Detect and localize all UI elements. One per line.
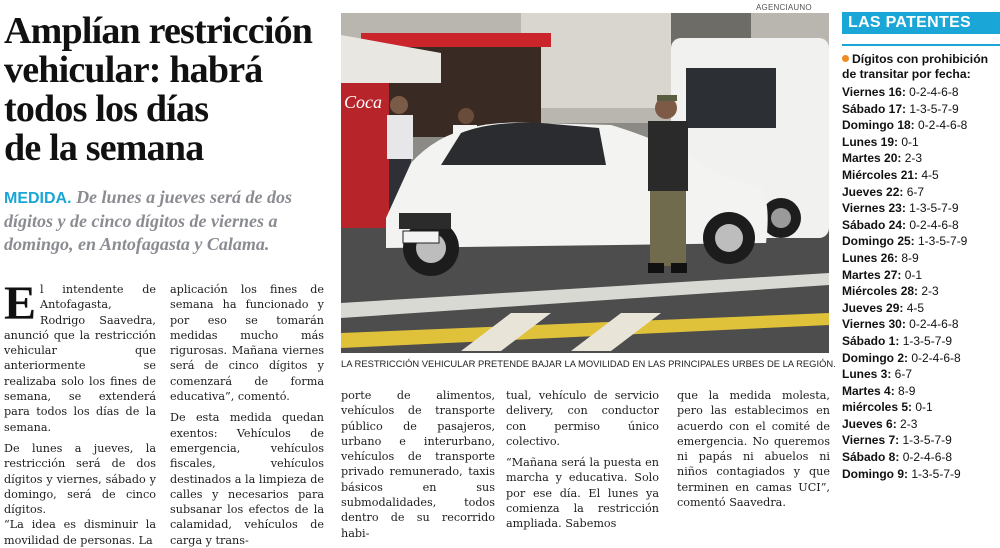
- restriction-digits: 6-7: [903, 184, 925, 199]
- restriction-row: [842, 101, 1000, 118]
- restriction-digits: 0-1: [898, 134, 919, 149]
- restriction-day: Martes 27:: [842, 267, 902, 282]
- sidebar-las-patentes: [842, 12, 1000, 482]
- restriction-row: [842, 167, 1000, 184]
- restriction-digits: 0-2-4-6-8: [905, 85, 959, 99]
- restriction-day: Sábado 8:: [842, 450, 900, 465]
- restriction-day: Domingo 2:: [842, 350, 908, 365]
- restriction-day: Domingo 9:: [842, 466, 908, 481]
- dek-kicker: MEDIDA.: [4, 190, 72, 207]
- headline-line-4: de la semana: [4, 127, 204, 169]
- restriction-day: Sábado 1:: [842, 333, 900, 348]
- body-column-3: [341, 388, 495, 541]
- restriction-digits: 4-5: [903, 300, 925, 315]
- restriction-row: [842, 350, 1000, 367]
- news-photo: [341, 13, 829, 353]
- restriction-digits: 1-3-5-7-9: [908, 466, 961, 481]
- paragraph: tual, vehículo de servicio delivery, con conductor con permiso único colectivo.: [506, 389, 659, 448]
- photo-caption: LA RESTRICCIÓN VEHICULAR PRETENDE BAJAR LA MOVILIDAD EN LAS PRINCIPALES URBES DE LA REGIÓN.: [341, 358, 836, 369]
- paragraph-text: l intendente de Antofagasta, Rodrigo Saavedra, anunció que la restricción vehicular que anteriormente se realizaba solo los fines de semana, se extenderá para todos los días de la semana.: [4, 283, 156, 434]
- restriction-row: [842, 316, 1000, 333]
- restriction-row: [842, 84, 1000, 101]
- restriction-row: [842, 233, 1000, 250]
- restriction-list: [842, 84, 1000, 482]
- restriction-day: Domingo 25:: [842, 234, 915, 249]
- sidebar-title: LAS PATENTES: [842, 12, 1000, 34]
- restriction-digits: 0-2-4-6-8: [906, 217, 959, 232]
- paragraph: [4, 277, 156, 435]
- restriction-digits: 0-2-4-6-8: [905, 317, 959, 332]
- restriction-row: [842, 250, 1000, 267]
- restriction-digits: 1-3-5-7-9: [899, 433, 952, 448]
- restriction-row: [842, 333, 1000, 350]
- restriction-row: [842, 300, 1000, 317]
- street-scene-illustration: [341, 13, 829, 353]
- restriction-row: [842, 200, 1000, 217]
- drop-cap: E: [4, 277, 37, 330]
- sidebar-divider: [842, 44, 1000, 46]
- restriction-digits: 8-9: [898, 250, 919, 265]
- restriction-digits: 0-2-4-6-8: [899, 450, 953, 465]
- restriction-day: Lunes 26:: [842, 250, 899, 265]
- sidebar-intro-text: Dígitos con prohibición de transitar por fecha:: [842, 52, 989, 81]
- restriction-digits: 2-3: [896, 416, 918, 431]
- restriction-digits: 1-3-5-7-9: [914, 234, 968, 249]
- restriction-digits: 0-1: [912, 400, 933, 415]
- headline: [4, 12, 334, 168]
- restriction-day: Jueves 29:: [842, 300, 904, 315]
- restriction-day: Lunes 3:: [842, 367, 892, 382]
- headline-line-3: todos los días: [4, 88, 209, 130]
- body-column-4: [506, 388, 659, 532]
- paragraph: “La idea es disminuir la movilidad de personas. La: [4, 518, 156, 547]
- restriction-row: [842, 399, 1000, 416]
- restriction-digits: 8-9: [894, 383, 916, 398]
- restriction-row: [842, 283, 1000, 300]
- restriction-digits: 0-1: [901, 267, 923, 282]
- paragraph: De esta medida quedan exentos: Vehículos de emergencia, vehículos fiscales, vehículos destinados a la limpieza de calles y necesarios para subsanar los efectos de la calamidad, vehículos de carga y trans-: [170, 411, 324, 547]
- restriction-day: Viernes 16:: [842, 85, 906, 99]
- restriction-digits: 0-2-4-6-8: [908, 350, 961, 365]
- restriction-row: [842, 432, 1000, 449]
- restriction-digits: 1-3-5-7-9: [905, 201, 959, 216]
- restriction-row: [842, 217, 1000, 234]
- restriction-row: [842, 150, 1000, 167]
- restriction-day: Martes 4:: [842, 383, 895, 398]
- restriction-row: [842, 466, 1000, 483]
- restriction-digits: 0-2-4-6-8: [914, 118, 968, 133]
- svg-text:Coca: Coca: [344, 92, 382, 112]
- photo-credit: AGENCIAUNO: [756, 3, 812, 12]
- restriction-day: Sábado 24:: [842, 217, 907, 232]
- restriction-day: Viernes 30:: [842, 317, 906, 332]
- dek: [4, 186, 336, 256]
- restriction-row: [842, 383, 1000, 400]
- restriction-row: [842, 117, 1000, 134]
- restriction-day: Sábado 17:: [842, 101, 907, 116]
- body-column-5: [677, 388, 830, 510]
- restriction-day: Jueves 22:: [842, 184, 904, 199]
- restriction-day: Miércoles 21:: [842, 167, 919, 182]
- body-column-1: [4, 277, 156, 548]
- restriction-digits: 2-3: [918, 284, 939, 299]
- paragraph: “Mañana será la puesta en marcha y educativa. Solo por ese día. El lunes ya comienza la restricción ampliada. Sabemos: [506, 456, 659, 531]
- restriction-row: [842, 184, 1000, 201]
- restriction-day: Jueves 6:: [842, 416, 897, 431]
- restriction-row: [842, 134, 1000, 151]
- restriction-row: [842, 449, 1000, 466]
- restriction-digits: 1-3-5-7-9: [906, 101, 959, 116]
- restriction-day: miércoles 5:: [842, 400, 913, 415]
- restriction-digits: 4-5: [918, 167, 939, 182]
- restriction-day: Martes 20:: [842, 151, 902, 166]
- body-column-2: [170, 282, 324, 548]
- restriction-day: Viernes 7:: [842, 433, 900, 448]
- sidebar-intro: [842, 52, 1000, 82]
- restriction-day: Domingo 18:: [842, 118, 915, 133]
- restriction-day: Lunes 19:: [842, 134, 899, 149]
- bullet-icon: [842, 55, 849, 62]
- restriction-row: [842, 416, 1000, 433]
- restriction-day: Viernes 23:: [842, 201, 906, 216]
- restriction-row: [842, 267, 1000, 284]
- paragraph: aplicación los fines de semana ha funcionado y por eso se tomarán medidas mucho más rigurosas. Mañana viernes será de cinco dígitos y comenzará de forma educativa”, comentó.: [170, 283, 324, 404]
- headline-line-2: vehicular: habrá: [4, 49, 263, 91]
- paragraph: porte de alimentos, vehículos de transporte público de pasajeros, urbano e interurbano, vehículos de transporte privado remunerado, taxis básicos en sus submodalidades, todos dentro de su recorrido habi-: [341, 389, 495, 540]
- restriction-day: Miércoles 28:: [842, 284, 919, 299]
- headline-line-1: Amplían restricción: [4, 10, 313, 52]
- restriction-digits: 6-7: [891, 367, 913, 382]
- dek-text: De lunes a jueves será de dos dígitos y de cinco dígitos de viernes a domingo, en Antofagasta y Calama.: [4, 187, 293, 254]
- restriction-digits: 2-3: [901, 151, 923, 166]
- restriction-digits: 1-3-5-7-9: [899, 333, 953, 348]
- paragraph: De lunes a jueves, la restricción será de dos dígitos y viernes, sábado y domingo, será de cinco dígitos.: [4, 441, 156, 517]
- paragraph: que la medida molesta, pero las establecimos en acuerdo con el comité de emergencia. No queremos ni papás ni abuelos ni niños contagiados y que terminen en camas UCI”, comentó Saavedra.: [677, 389, 830, 510]
- restriction-row: [842, 366, 1000, 383]
